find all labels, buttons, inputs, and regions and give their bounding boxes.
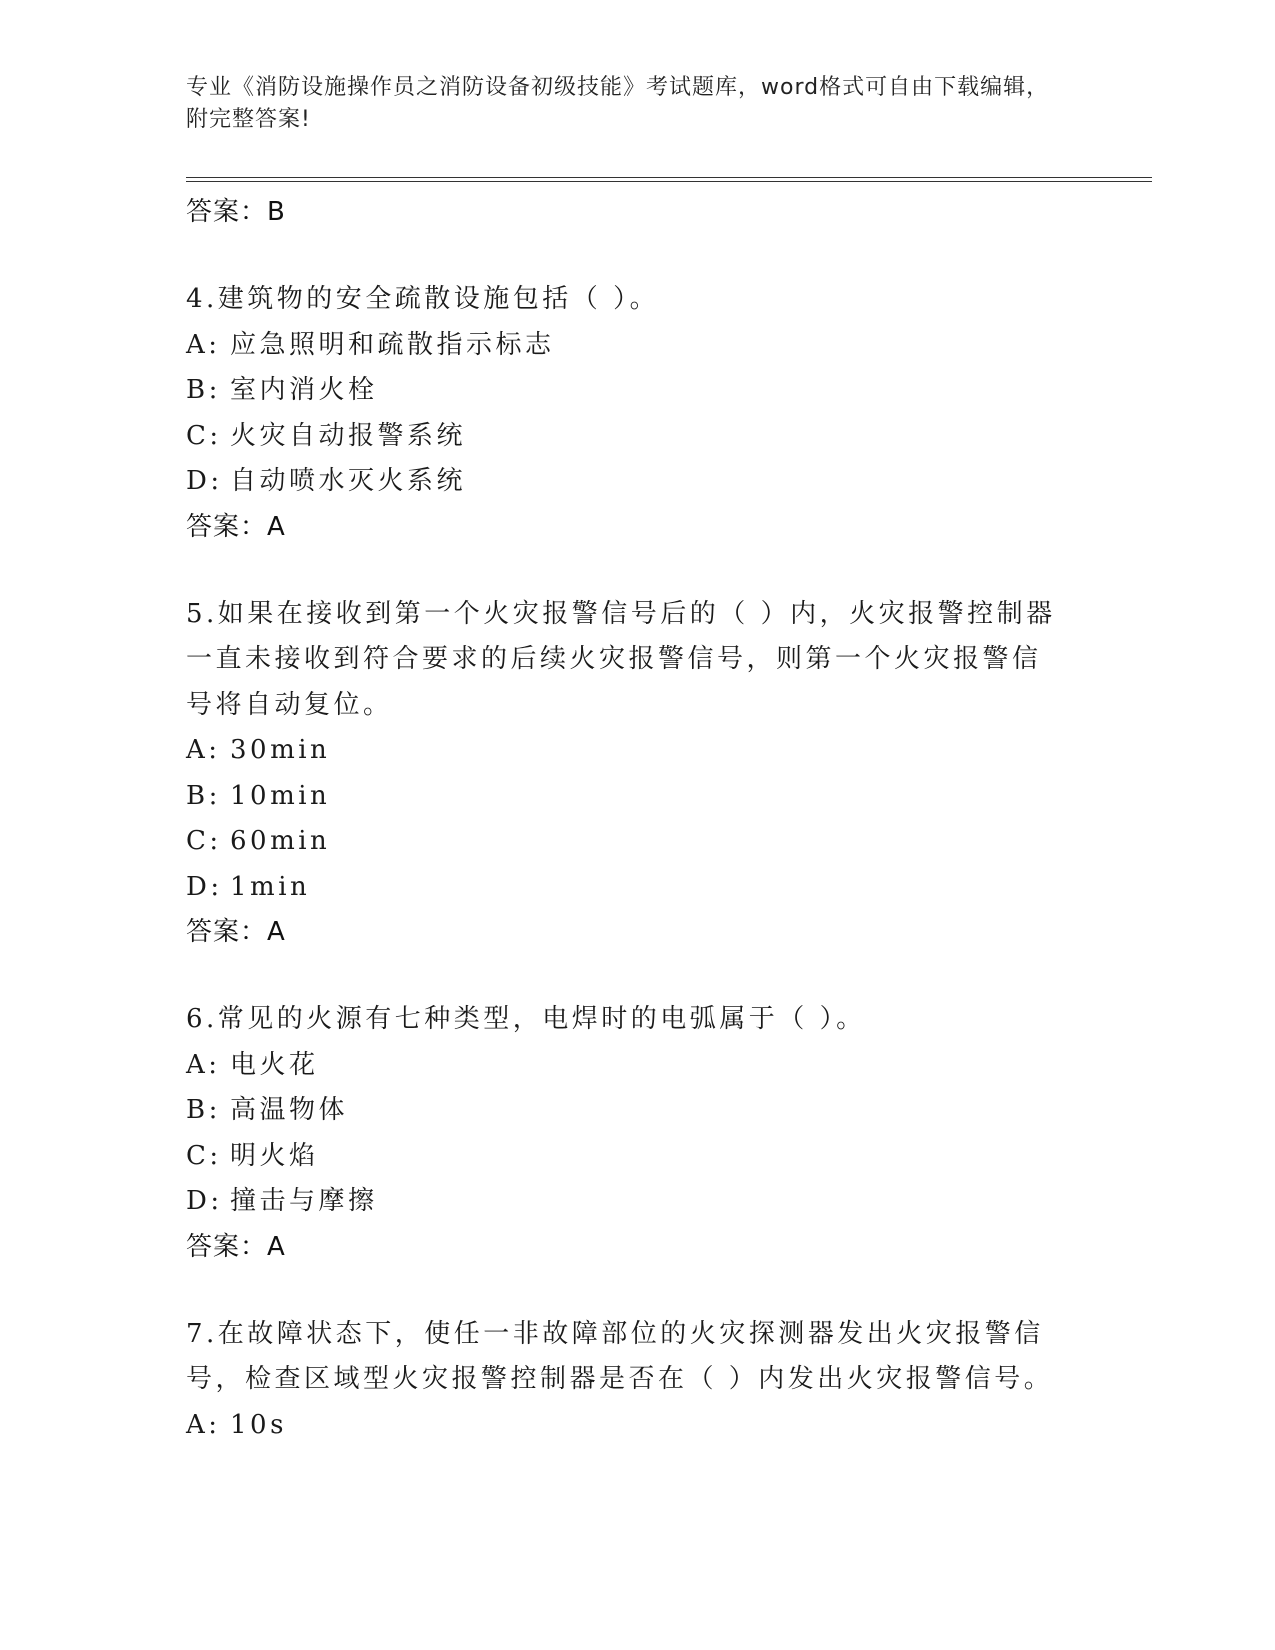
option-key: C:: [186, 1140, 222, 1171]
page-header: 专业《消防设施操作员之消防设备初级技能》考试题库，word格式可自由下载编辑，附完整答案!: [186, 75, 1050, 132]
question-list: [186, 190, 1066, 1448]
option-text: 10s: [230, 1409, 287, 1440]
option-key: A:: [186, 735, 221, 765]
header-divider-top: [186, 177, 1152, 178]
option-key: D:: [186, 466, 223, 496]
option-key: B:: [186, 780, 221, 811]
option-key: C:: [186, 420, 222, 451]
option-text: 火灾自动报警系统: [230, 420, 467, 451]
question-7: [186, 1312, 1066, 1449]
question-text: 6.常见的火源有七种类型，电焊时的电弧属于（ ）。: [186, 1004, 866, 1034]
question-text: 7.在故障状态下，使任一非故障部位的火灾探测器发出火灾报警信号，检查区域型火灾报警控制器是否在（ ）内发出火灾报警信号。: [186, 1318, 1054, 1394]
option-text: 撞击与摩擦: [230, 1186, 378, 1216]
option-text: 应急照明和疏散指示标志: [230, 329, 555, 360]
question-5: [186, 592, 1066, 956]
option-b: [186, 1088, 1066, 1134]
option-a: [186, 323, 1066, 369]
question-text: 5.如果在接收到第一个火灾报警信号后的（ ）内，火灾报警控制器一直未接收到符合要求的后续火灾报警信号，则第一个火灾报警信号将自动复位。: [186, 598, 1056, 720]
answer-line: 答案：A: [186, 511, 286, 542]
option-key: C:: [186, 826, 222, 856]
question-6: [186, 997, 1066, 1270]
option-text: 30min: [230, 735, 331, 765]
answer-line: 答案：A: [186, 1231, 286, 1262]
option-c: [186, 414, 1066, 460]
option-a: [186, 1043, 1066, 1089]
option-text: 60min: [230, 826, 331, 856]
option-d: [186, 1179, 1066, 1225]
answer-line: 答案：B: [186, 197, 286, 227]
spacer: [186, 955, 1066, 997]
option-text: 10min: [230, 780, 331, 811]
option-key: A:: [186, 329, 221, 360]
option-text: 高温物体: [230, 1095, 349, 1125]
option-c: [186, 819, 1066, 865]
option-d: [186, 459, 1066, 505]
option-key: D:: [186, 1186, 223, 1216]
option-d: [186, 865, 1066, 911]
spacer: [186, 235, 1066, 277]
option-a: [186, 728, 1066, 774]
option-key: B:: [186, 375, 221, 405]
option-text: 自动喷水灭火系统: [230, 466, 467, 496]
spacer: [186, 1270, 1066, 1312]
option-text: 1min: [230, 871, 311, 902]
option-text: 明火焰: [230, 1140, 319, 1171]
option-key: D:: [186, 871, 223, 902]
option-a: [186, 1403, 1066, 1449]
option-text: 室内消火栓: [230, 375, 378, 405]
question-4: [186, 277, 1066, 550]
option-b: [186, 774, 1066, 820]
option-key: A:: [186, 1409, 221, 1440]
question-text: 4.建筑物的安全疏散设施包括（ ）。: [186, 284, 660, 314]
header-divider-bottom: [186, 181, 1152, 182]
option-text: 电火花: [230, 1049, 319, 1080]
option-key: A:: [186, 1049, 221, 1080]
spacer: [186, 550, 1066, 592]
option-key: B:: [186, 1095, 221, 1125]
option-c: [186, 1134, 1066, 1180]
option-b: [186, 368, 1066, 414]
answer-line: 答案：A: [186, 917, 286, 947]
